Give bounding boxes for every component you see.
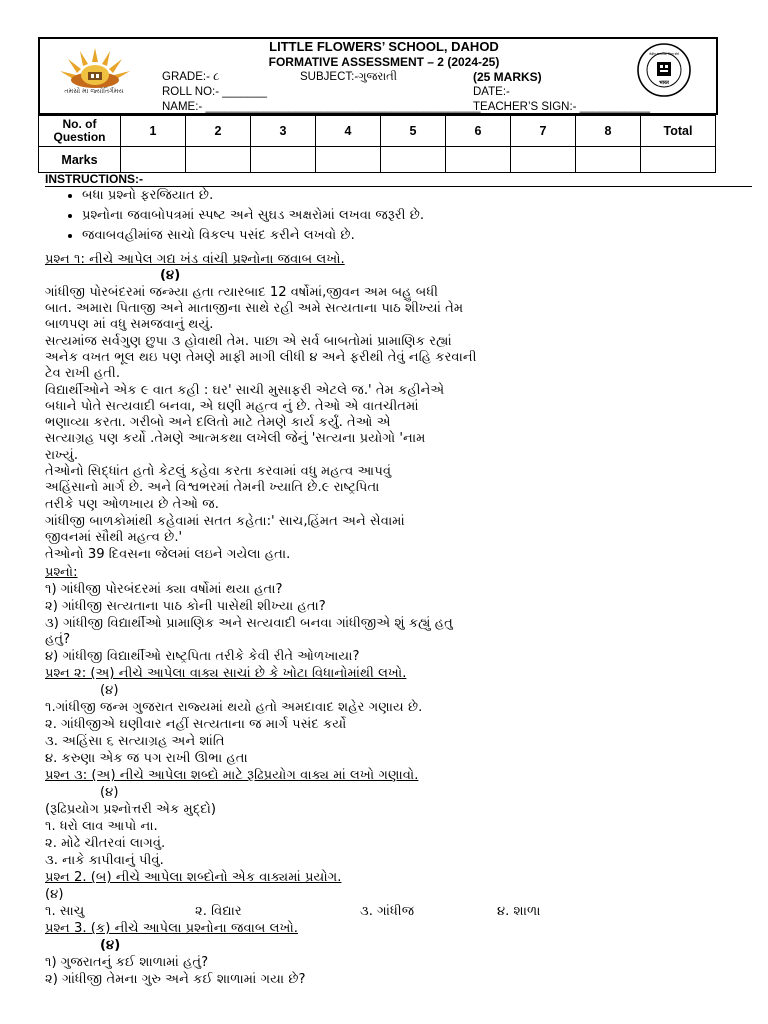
col-total: Total bbox=[641, 116, 716, 147]
col-6: 6 bbox=[446, 116, 511, 147]
marks-row-header: Marks bbox=[39, 147, 121, 173]
marks-cell[interactable] bbox=[121, 147, 186, 173]
col-5: 5 bbox=[381, 116, 446, 147]
exam-title: FORMATIVE ASSESSMENT – 2 (2024-25) bbox=[268, 55, 500, 69]
grade-label: GRADE:- ૮ bbox=[162, 71, 220, 83]
marks-cell[interactable] bbox=[186, 147, 251, 173]
col-7: 7 bbox=[511, 116, 576, 147]
passage-line: સત્યાગ્રહ પણ કર્યો .તેમણે આત્મકથા લખેલી જેનું 'સત્યના પ્રયોગો 'નામ bbox=[45, 431, 426, 446]
question-number-header: No. of Question bbox=[39, 116, 121, 147]
seal-caption: भारत bbox=[659, 80, 669, 86]
question-item: ૧) ગુજરાતનું કઈ શાળામાં હતું? bbox=[45, 955, 209, 970]
question-3c-marks: (૪) bbox=[100, 938, 121, 953]
subject-label: SUBJECT:-ગુજરાતી bbox=[300, 71, 398, 83]
passage-line: બાત. અમારા પિતાજી અને માતાજીના સાથે રહી અમે સત્યતાના પાઠ શીખ્યાં તેમ bbox=[45, 301, 464, 316]
statement-item: ૪. કરુણા એક જ પગ રાખી ઊભા હતા bbox=[45, 751, 248, 766]
col-4: 4 bbox=[316, 116, 381, 147]
col-8: 8 bbox=[576, 116, 641, 147]
passage-line: બાળપણ માં વધુ સમજવાનું થયું. bbox=[45, 317, 214, 332]
roll-no-field[interactable]: ROLL NO:- _______ bbox=[162, 86, 268, 98]
logo-motto: તમસો મા જ્યોતિર્ગમય bbox=[64, 87, 124, 95]
passage-line: સત્યમાંજ સર્વગુણ છુપા ૩ હોવાથી તેમ. પાછા એ સર્વ બાબતોમાં પ્રામાણિક રહ્યાં bbox=[45, 334, 452, 349]
question-1-heading: પ્રશ્ન ૧: નીચે આપેલ ગદ્ય ખંડ વાંચી પ્રશ્નોના જવાબ લખો. bbox=[45, 252, 345, 267]
questions-heading: પ્રશ્નો: bbox=[45, 565, 78, 580]
word-option: ૧. સાચુ bbox=[45, 904, 85, 919]
passage-line: જીવનમાં સૌથી મહત્વ છે.' bbox=[45, 530, 183, 545]
passage-line: અહિંસાનો માર્ગ છે. અને વિશ્વભરમાં તેમની ખ્યાતિ છે.૯ રાષ્ટ્રપિતા bbox=[45, 480, 380, 495]
question-2-marks: (૪) bbox=[100, 683, 119, 698]
teacher-sign-field[interactable]: TEACHER’S SIGN:- ___________ bbox=[473, 101, 651, 113]
marks-cell[interactable] bbox=[641, 147, 716, 173]
question-item: ૨) ગાંધીજી સત્યતાના પાઠ કોની પાસેથી શીખ્યા હતા? bbox=[45, 599, 326, 614]
idiom-item: ૨. મોઢે ચીતરવાં લાગવું. bbox=[45, 836, 166, 851]
passage-line: રાખ્યું. bbox=[45, 448, 79, 463]
question-2-heading: પ્રશ્ન ૨: (અ) નીચે આપેલા વાક્ય સાચાં છે કે ખોટા વિધાનોમાંથી લખો. bbox=[45, 666, 407, 681]
passage-line: ગાંધીજી બાળકોમાંથી કહેવામાં સતત કહેતા:' સાચ,હિંમત અને સેવામાં bbox=[45, 514, 405, 529]
question-item: ૧) ગાંધીજી પોરબંદરમાં ક્યા વર્ષોમાં થયા હતા? bbox=[45, 582, 283, 597]
question-3c-heading: પ્રશ્ન 3. (ક) નીચે આપેલા પ્રશ્નોના જવાબ લખો. bbox=[45, 921, 298, 936]
marks-cell[interactable] bbox=[511, 147, 576, 173]
question-3-heading: પ્રશ્ન ૩: (અ) નીચે આપેલા શબ્દો માટે રૂઢિપ્રયોગ વાક્ય માં લખો ગણાવો. bbox=[45, 768, 419, 783]
date-field[interactable]: DATE:- bbox=[473, 86, 510, 98]
word-option: ૪. શાળા bbox=[497, 904, 541, 919]
marks-cell[interactable] bbox=[381, 147, 446, 173]
marks-cell[interactable] bbox=[446, 147, 511, 173]
passage-line: ભણાવ્યા કરતા. ગરીબો અને દલિતો માટે તેમણે કાર્ય કર્યું. તેઓ એ bbox=[45, 415, 391, 430]
question-item: હતું? bbox=[45, 632, 71, 647]
instructions-title: INSTRUCTIONS:- bbox=[45, 172, 143, 186]
question-item: ૨) ગાંધીજી તેમના ગુરુ અને કઈ શાળામાં ગયા છે? bbox=[45, 972, 306, 987]
marks-cell[interactable] bbox=[251, 147, 316, 173]
instructions-list bbox=[62, 186, 424, 246]
marks-cell[interactable] bbox=[576, 147, 641, 173]
marks-label: (25 MARKS) bbox=[473, 70, 542, 84]
passage-line: તરીકે પણ ઓળખાય છે તેઓ જ. bbox=[45, 497, 219, 512]
col-3: 3 bbox=[251, 116, 316, 147]
passage-line: ટેવ રાખી હતી. bbox=[45, 366, 121, 381]
passage-line: બધાને પોતે સત્યવાદી બનવા, એ ઘણી મહત્વ નું છે. તેઓ એ વાતચીતમાં bbox=[45, 399, 419, 414]
instruction-item: • પ્રશ્નોના જવાબોપત્રમાં સ્પષ્ટ અને સુઘડ અક્ષરોમાં લખવા જરૂરી છે. bbox=[82, 206, 424, 226]
passage-line: ગાંધીજી પોરબંદરમાં જન્મ્યા હતા ત્યારબાદ 12 વર્ષોમાં,જીવન અમ બહુ બધી bbox=[45, 285, 439, 300]
col-1: 1 bbox=[121, 116, 186, 147]
passage-line: વિદ્યાર્થીઓને એક ૯ વાત કહી : ઘર' સાચી મુસાફરી એટલે જ.' તેમ કહીનેએ bbox=[45, 383, 445, 398]
question-1-marks: (૪) bbox=[160, 268, 181, 283]
passage-line: તેઓનો સિદ્ધાંત હતો કેટલું કહેવા કરતા કરવામાં વધુ મહત્વ આપવું bbox=[45, 464, 392, 479]
question-2b-marks: (૪) bbox=[45, 887, 64, 902]
question-2b-heading: પ્રશ્ન 2. (બ) નીચે આપેલા શબ્દોનો એક વાક્યમાં પ્રયોગ. bbox=[45, 870, 342, 885]
statement-item: ૨. ગાંધીજીએ ઘણીવાર નહીં સત્યતાના જ માર્ગ પસંદ કર્યો bbox=[45, 717, 347, 732]
seal-text: केंद्रीय माध्यमिक शिक्षा बोर्ड bbox=[649, 52, 679, 56]
word-option: ૨. વિદ્યાર bbox=[195, 904, 242, 919]
question-item: ૩) ગાંધીજી વિદ્યાર્થીઓ પ્રામાણિક અને સત્યવાદી બનવા ગાંધીજીએ શું કહ્યું હતુ bbox=[45, 616, 453, 631]
marks-table bbox=[38, 115, 716, 173]
idiom-item: ૩. નાકે કાપીવાનું પીવું. bbox=[45, 853, 164, 868]
school-name: LITTLE FLOWERS’ SCHOOL, DAHOD bbox=[269, 39, 499, 54]
question-item: ૪) ગાંધીજી વિદ્યાર્થીઓ રાષ્ટ્રપિતા તરીકે કેવી રીતે ઓળખાયા? bbox=[45, 649, 360, 664]
instruction-item: • બધા પ્રશ્નો ફરજિયાત છે. bbox=[82, 186, 424, 206]
idiom-item: ૧. ધરો લાવ આપો ના. bbox=[45, 819, 158, 834]
statement-item: ૩. અહિંસા ૬ સત્યાગ્રહ અને શાંતિ bbox=[45, 734, 225, 749]
question-3-marks: (૪) bbox=[100, 785, 119, 800]
instruction-item: • જવાબવહીમાંજ સાચો વિકલ્પ પસંદ કરીને લખવો છે. bbox=[82, 226, 424, 246]
statement-item: ૧.ગાંધીજી જન્મ ગુજરાત રાજ્યમાં થયો હતો અમદાવાદ શહેર ગણાય છે. bbox=[45, 700, 423, 715]
passage-line: તેઓનો 39 દિવસના જેલમાં લઇને ગયેલા હતા. bbox=[45, 547, 291, 562]
idiom-note: (રૂઢિપ્રયોગ પ્રશ્નોત્તરી એક મુદ્દો) bbox=[45, 802, 217, 817]
col-2: 2 bbox=[186, 116, 251, 147]
word-option: ૩. ગાંધીજ bbox=[360, 904, 415, 919]
name-field[interactable]: NAME:- ___________________________________________ bbox=[162, 101, 481, 113]
passage-line: અનેક વખત ભૂલ થઇ પણ તેમણે માફી માગી લીધી ૪ અને ફરીથી તેવું નહિ કરવાની bbox=[45, 350, 477, 365]
marks-cell[interactable] bbox=[316, 147, 381, 173]
